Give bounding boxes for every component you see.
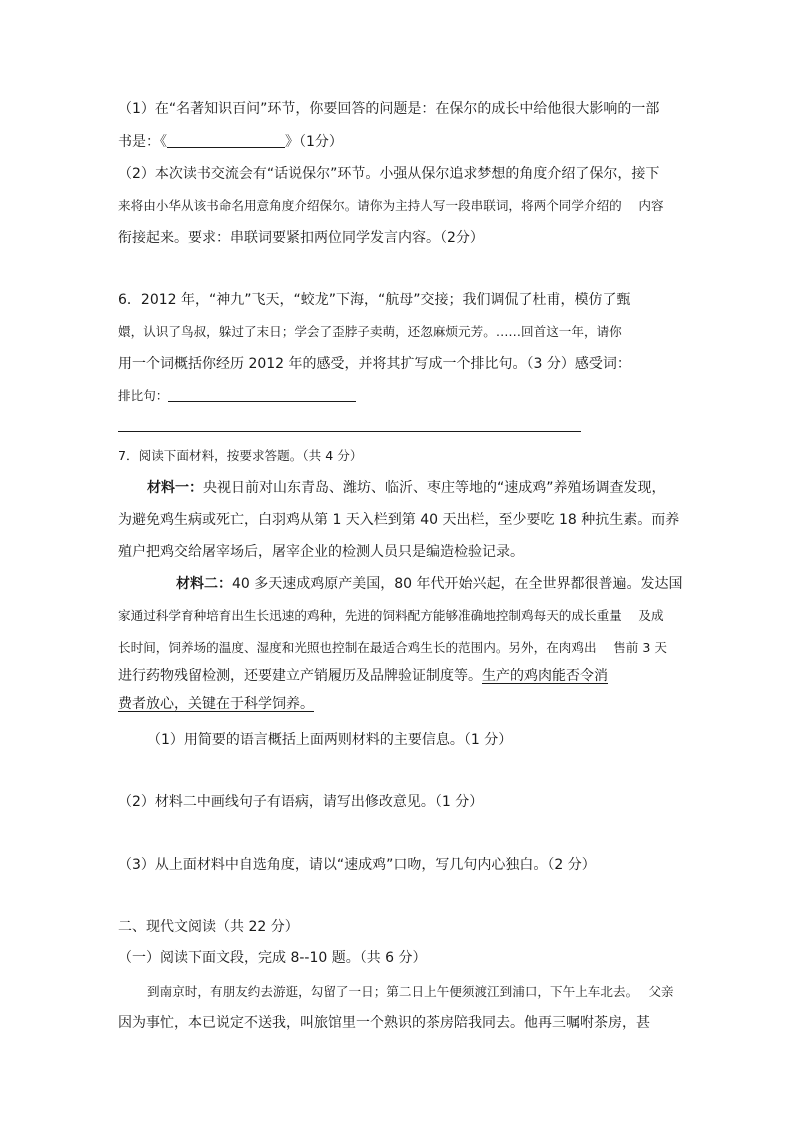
q7-sub2: （2）材料二中画线句子有语病，请写出修改意见。（1 分） — [118, 794, 484, 810]
q7-material2-line2: 家通过科学育种培育出生长迅速的鸡种，先进的饲料配方能够准确地控制鸡每天的成长重量 及成 — [118, 608, 664, 623]
q5-part1-line1: （1）在“名著知识百问”环节，你要回答的问题是：在保尔的成长中给他很大影响的一部 — [118, 101, 660, 117]
material1-label: 材料一： — [147, 480, 203, 496]
q6-line1: 6．2012 年，“神九”飞天，“蛟龙”下海，“航母”交接；我们调侃了杜甫，模仿了甄 — [118, 292, 631, 308]
q7-material1-line2: 为避免鸡生病或死亡，白羽鸡从第 1 天入栏到第 40 天出栏，至少要吃 18 种抗生素。而养 — [118, 512, 680, 528]
material2-text: 40 多天速成鸡原产美国，80 年代开始兴起，在全世界都很普遍。发达国 — [232, 576, 683, 592]
q7-material2-line1 — [176, 574, 683, 594]
answer-blank[interactable] — [168, 387, 356, 402]
q6-line4 — [118, 386, 356, 406]
q7-sub3: （3）从上面材料中自选角度，请以“速成鸡”口吻，写几句内心独白。（2 分） — [118, 857, 596, 873]
q5-part1-line2 — [118, 132, 343, 152]
reading-text-line1: 到南京时，有朋友约去游逛，勾留了一日；第二日上午便须渡江到浦口，下午上车北去。 父亲 — [147, 984, 674, 999]
answer-line[interactable] — [118, 431, 581, 432]
q6-parallel-label: 排比句： — [118, 388, 169, 403]
q5-part2-line2: 来将由小华从该书命名用意角度介绍保尔。请你为主持人写一段串联词，将两个同学介绍的 内容 — [118, 198, 664, 213]
material2-label: 材料二： — [176, 576, 232, 592]
q5-part1-prefix: 书是：《 — [118, 134, 167, 150]
q7-header: 7．阅读下面材料，按要求答题。（共 4 分） — [118, 448, 363, 463]
underlined-sentence-end: 费者放心，关键在于科学饲养。 — [118, 696, 314, 712]
section2-title: 二、现代文阅读（共 22 分） — [118, 919, 299, 935]
q7-sub1: （1）用简要的语言概括上面两则材料的主要信息。（1 分） — [147, 732, 513, 748]
q7-material1-line3: 殖户把鸡交给屠宰场后，屠宰企业的检测人员只是编造检验记录。 — [118, 544, 524, 560]
q7-material2-line4 — [118, 666, 608, 686]
section2-part1-title: （一）阅读下面文段，完成 8--10 题。（共 6 分） — [118, 950, 427, 966]
q7-material1-line1 — [147, 478, 666, 498]
reading-text-line2: 因为事忙，本已说定不送我，叫旅馆里一个熟识的茶房陪我同去。他再三嘱咐茶房，甚 — [118, 1015, 650, 1031]
q6-line3: 用一个词概括你经历 2012 年的感受，并将其扩写成一个排比句。（3 分）感受词： — [118, 356, 631, 372]
q5-part2-line1: （2）本次读书交流会有“话说保尔”环节。小强从保尔追求梦想的角度介绍了保尔，接下 — [118, 166, 660, 182]
material1-text: 央视日前对山东青岛、潍坊、临沂、枣庄等地的“速成鸡”养殖场调查发现， — [203, 480, 666, 496]
material2-text: 进行药物残留检测，还要建立产销履历及品牌验证制度等。 — [118, 668, 482, 684]
answer-blank[interactable] — [167, 133, 285, 148]
q5-part1-suffix: 》（1分） — [285, 134, 343, 150]
q6-line2: 嬛，认识了鸟叔，躲过了末日；学会了歪脖子卖萌，还忽麻烦元芳。……回首这一年，请你 — [118, 324, 622, 339]
q5-part2-line3: 衔接起来。要求：串联词要紧扣两位同学发言内容。（2分） — [118, 230, 484, 246]
q7-material2-line3: 长时间，饲养场的温度、湿度和光照也控制在最适合鸡生长的范围内。另外，在肉鸡出 售前 3 天 — [118, 640, 667, 655]
underlined-sentence: 生产的鸡肉能否令消 — [482, 668, 608, 684]
